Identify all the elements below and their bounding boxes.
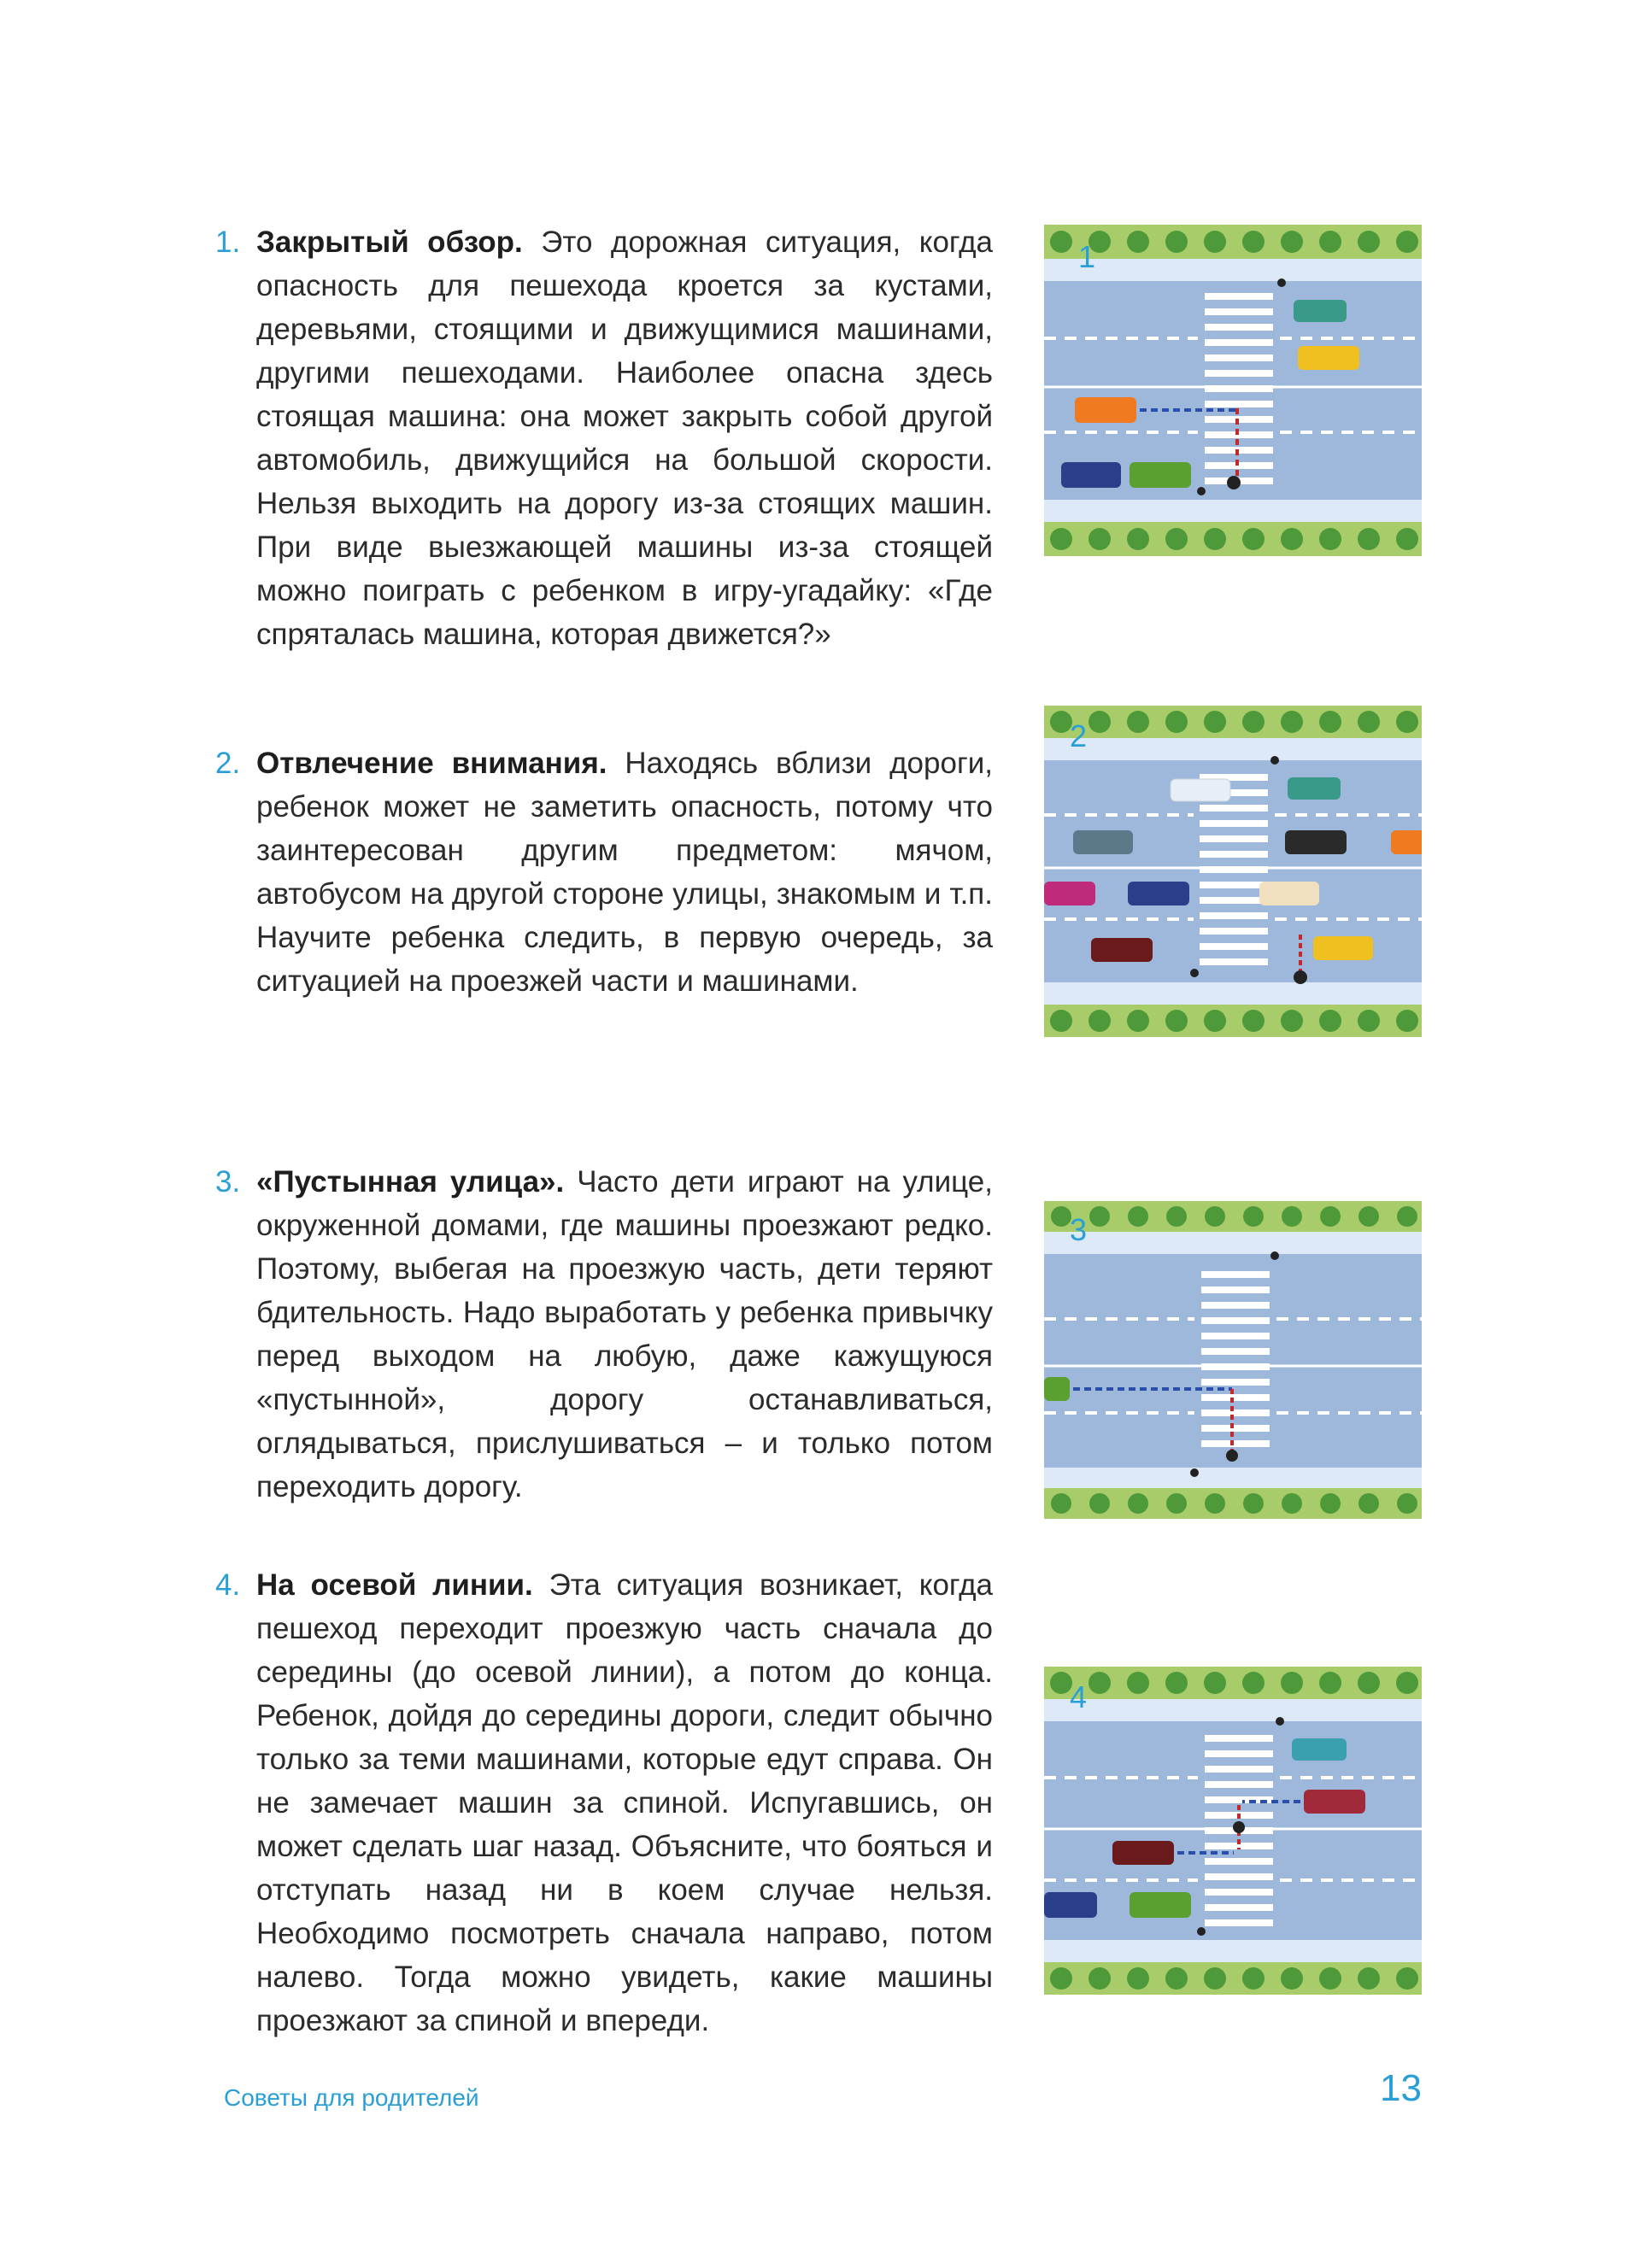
scene-label: 1 bbox=[1078, 239, 1096, 274]
scene-label: 4 bbox=[1070, 1679, 1088, 1714]
illustration-3 bbox=[1044, 1201, 1422, 1519]
pedestrian bbox=[1227, 476, 1241, 489]
item-number: 4. bbox=[215, 1568, 241, 1602]
item-1 bbox=[215, 220, 993, 656]
item-text bbox=[256, 220, 993, 656]
item-text bbox=[256, 741, 993, 1003]
road-scene-2 bbox=[1044, 706, 1422, 1037]
item-number: 2. bbox=[215, 747, 241, 780]
road-scene-1 bbox=[1044, 225, 1422, 556]
item-title: «Пустынная улица». bbox=[256, 1165, 565, 1198]
road-scene-3 bbox=[1044, 1201, 1422, 1519]
item-text bbox=[256, 1563, 993, 2042]
item-2 bbox=[215, 741, 993, 1003]
item-title: Закрытый обзор. bbox=[256, 226, 523, 259]
page-number: 13 bbox=[1380, 2067, 1422, 2109]
illustration-1 bbox=[1044, 225, 1422, 556]
item-body: Это дорожная ситуация, когда опасность для пешехода кроется за кустами, деревьями, стоящими и движущимися машинами, другими пешеходами. Наиболее опасна здесь стоящая машина: она может закрыть собой другой автомобиль, движущийся на большой скорости. Нельзя выходить на дорогу из-за стоящих машин. При виде выезжающей машины из-за стоящей можно поиграть с ребенком в игру-угадайку: «Где спряталась машина, которая движется?» bbox=[256, 226, 993, 651]
illustration-2 bbox=[1044, 706, 1422, 1037]
item-body: Часто дети играют на улице, окруженной домами, где машины проезжают редко. Поэтому, выбегая на проезжую часть, дети теряют бдительность. Надо выработать у ребенка привычку перед выходом на любую, даже кажущуюся «пустынной», дорогу останавливаться, оглядываться, прислушиваться – и только потом переходить дорогу. bbox=[256, 1165, 993, 1503]
footer-section-title: Советы для родителей bbox=[224, 2084, 479, 2111]
item-title: На осевой линии. bbox=[256, 1568, 533, 1602]
road-scene-4 bbox=[1044, 1667, 1422, 1995]
item-number: 1. bbox=[215, 226, 241, 259]
item-number: 3. bbox=[215, 1165, 241, 1198]
item-body: Находясь вблизи дороги, ребенок может не заметить опасность, потому что заинтересован другим предметом: мячом, автобусом на другой стороне улицы, знакомым и т.п. Научите ребенка следить, в первую очередь, за ситуацией на проезжей части и машинами. bbox=[256, 747, 993, 998]
item-3 bbox=[215, 1160, 993, 1509]
item-4 bbox=[215, 1563, 993, 2042]
illustration-4 bbox=[1044, 1667, 1422, 1995]
item-body: Эта ситуация возникает, когда пешеход переходит проезжую часть сначала до середины (до осевой линии), а потом до конца. Ребенок, дойдя до середины дороги, следит обычно только за теми машинами, которые едут справа. Он не замечает машин за спиной. Испугавшись, он может сделать шаг назад. Объясните, что бояться и отступать назад ни в коем случае нельзя. Необходимо посмотреть сначала направо, потом налево. Тогда можно увидеть, какие машины проезжают за спиной и впереди. bbox=[256, 1568, 993, 2037]
item-title: Отвлечение внимания. bbox=[256, 747, 607, 780]
scene-label: 3 bbox=[1070, 1212, 1088, 1247]
scene-label: 2 bbox=[1070, 718, 1088, 753]
item-text bbox=[256, 1160, 993, 1509]
